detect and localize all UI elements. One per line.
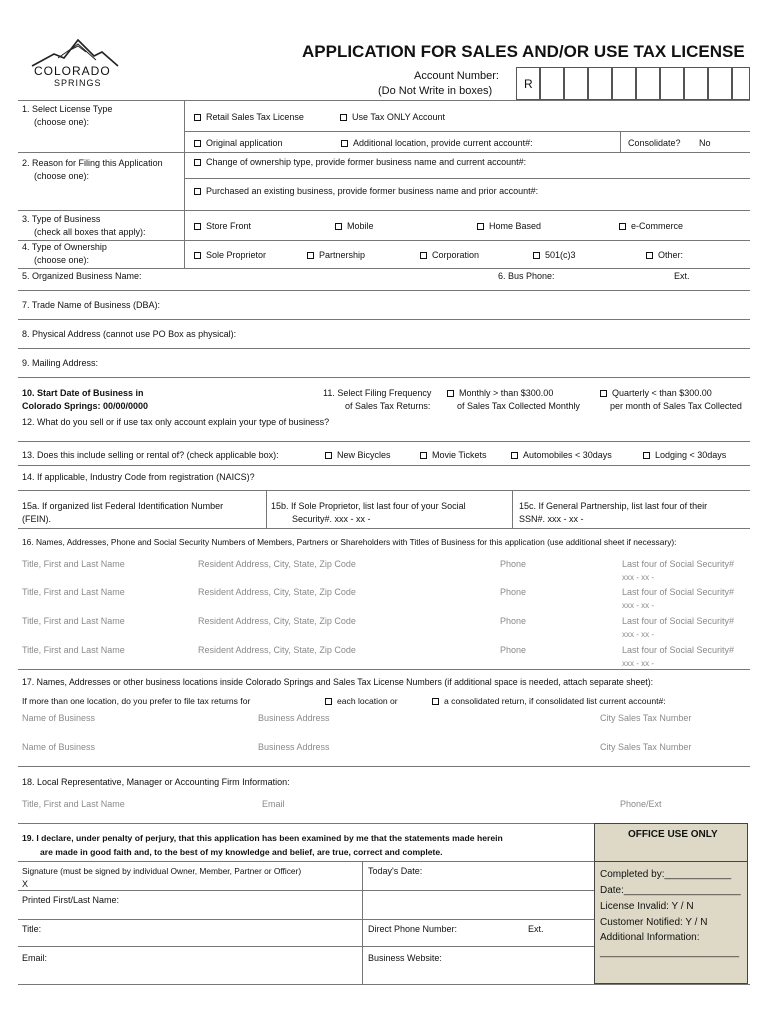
s4-option-sole-proprietor[interactable]: Sole Proprietor <box>194 250 266 260</box>
s1-option-use-tax[interactable]: Use Tax ONLY Account <box>340 112 445 122</box>
member-ssn-mask: xxx - xx - <box>622 659 654 668</box>
divider <box>18 210 750 211</box>
direct-phone-label: Direct Phone Number: <box>368 924 458 934</box>
divider <box>18 290 750 291</box>
member-ssn-mask: xxx - xx - <box>622 573 654 582</box>
account-digit-box[interactable] <box>540 67 564 100</box>
divider <box>184 131 750 132</box>
s3-option-mobile[interactable]: Mobile <box>335 221 374 231</box>
divider <box>18 465 750 466</box>
account-digit-box[interactable] <box>732 67 750 100</box>
account-digit-box[interactable] <box>636 67 660 100</box>
logo-text-colorado: COLORADO <box>34 64 111 78</box>
s4-option-other[interactable]: Other: <box>646 250 683 260</box>
partnership-ssn-label: 15c. If General Partnership, list last four of their <box>519 501 708 511</box>
frequency-monthly-note: of Sales Tax Collected Monthly <box>457 401 580 411</box>
sole-proprietor-ssn-label: 15b. If Sole Proprietor, list last four of your Social <box>271 501 466 511</box>
divider <box>18 319 750 320</box>
partnership-ssn-mask: SSN#. xxx - xx - <box>519 514 584 524</box>
s13-option-movie-tickets[interactable]: Movie Tickets <box>420 450 487 460</box>
physical-address-label: 8. Physical Address (cannot use PO Box as physical): <box>22 329 237 339</box>
start-date-format: Colorado Springs: 00/00/0000 <box>22 401 149 411</box>
divider <box>18 946 594 947</box>
office-date: Date:_____________________ <box>600 885 741 896</box>
consolidate-value[interactable]: No <box>699 138 711 148</box>
checkbox[interactable] <box>643 452 650 459</box>
divider <box>18 919 594 920</box>
checkbox[interactable] <box>194 114 201 121</box>
checkbox[interactable] <box>477 223 484 230</box>
signature-x-mark[interactable]: X <box>22 879 29 889</box>
divider <box>18 152 750 153</box>
account-prefix: R <box>524 77 533 91</box>
divider <box>18 823 594 824</box>
office-additional-info: Additional Information: <box>600 932 700 943</box>
s3-sublabel: (check all boxes that apply): <box>34 227 146 237</box>
member-title-field[interactable]: Title, First and Last Name <box>22 616 125 626</box>
checkbox[interactable] <box>646 252 653 259</box>
s2-option-change-ownership[interactable]: Change of ownership type, provide former business name and current account#: <box>194 157 526 167</box>
s4-option-501c3[interactable]: 501(c)3 <box>533 250 576 260</box>
naics-label: 14. If applicable, Industry Code from registration (NAICS)? <box>22 472 255 482</box>
member-title-field[interactable]: Title, First and Last Name <box>22 645 125 655</box>
s1-option-retail[interactable]: Retail Sales Tax License <box>194 112 304 122</box>
divider <box>18 348 750 349</box>
account-digit-box[interactable] <box>564 67 588 100</box>
city-logo <box>22 36 132 92</box>
checkbox[interactable] <box>194 188 201 195</box>
divider <box>18 100 750 101</box>
printed-name-label: Printed First/Last Name: <box>22 895 120 905</box>
declaration-line-1: 19. I declare, under penalty of perjury, that this application has been examined by me that the statements made herein <box>22 833 503 843</box>
s13-option-lodging[interactable]: Lodging < 30days <box>643 450 726 460</box>
direct-phone-ext-label: Ext. <box>528 924 544 934</box>
checkbox[interactable] <box>341 140 348 147</box>
divider <box>18 861 594 862</box>
s2-option-additional[interactable]: Additional location, provide current account#: <box>341 138 533 148</box>
s17-option-each-location[interactable]: each location or <box>325 696 398 706</box>
office-completed-by: Completed by:____________ <box>600 869 732 880</box>
divider <box>184 178 750 179</box>
start-date-label: 10. Start Date of Business in <box>22 388 144 398</box>
member-title-field[interactable]: Title, First and Last Name <box>22 587 125 597</box>
s16-label: 16. Names, Addresses, Phone and Social Security Numbers of Members, Partners or Shareholders with Titles of Business for this application (use additional sheet if necessary): <box>22 537 677 547</box>
office-additional-info-line: _________________________ <box>600 947 740 958</box>
frequency-option-monthly[interactable]: Monthly > than $300.00 <box>447 388 553 398</box>
office-use-title: OFFICE USE ONLY <box>628 829 718 840</box>
member-ssn-field[interactable]: Last four of Social Security# <box>622 616 735 626</box>
title-label: Title: <box>22 924 42 934</box>
divider <box>362 861 363 984</box>
s1-label: 1. Select License Type <box>22 104 113 114</box>
checkbox[interactable] <box>325 698 332 705</box>
member-title-field[interactable]: Title, First and Last Name <box>22 559 125 569</box>
account-number-label: Account Number: <box>414 70 499 82</box>
member-ssn-field[interactable]: Last four of Social Security# <box>622 559 735 569</box>
checkbox[interactable] <box>194 140 201 147</box>
signature-label: Signature (must be signed by individual Owner, Member, Partner or Officer) <box>22 866 302 876</box>
s2-option-purchased[interactable]: Purchased an existing business, provide former business name and prior account#: <box>194 186 538 196</box>
divider <box>18 490 750 491</box>
todays-date-label: Today's Date: <box>368 866 423 876</box>
account-digit-box[interactable] <box>612 67 636 100</box>
checkbox[interactable] <box>335 223 342 230</box>
location-name-field[interactable]: Name of Business <box>22 713 96 723</box>
frequency-option-quarterly[interactable]: Quarterly < than $300.00 <box>600 388 712 398</box>
account-number-note: (Do Not Write in boxes) <box>378 85 493 97</box>
divider <box>18 377 750 378</box>
business-phone-label: 6. Bus Phone: <box>498 271 555 281</box>
location-address-field[interactable]: Business Address <box>258 713 330 723</box>
member-ssn-field[interactable]: Last four of Social Security# <box>622 645 735 655</box>
member-phone-field[interactable]: Phone <box>500 559 527 569</box>
location-address-field[interactable]: Business Address <box>258 742 330 752</box>
account-digit-box[interactable] <box>684 67 708 100</box>
s4-option-corporation[interactable]: Corporation <box>420 250 479 260</box>
logo-text-springs: SPRINGS <box>54 78 102 88</box>
member-address-field[interactable]: Resident Address, City, State, Zip Code <box>198 587 356 597</box>
checkbox[interactable] <box>447 390 454 397</box>
representative-email-field[interactable]: Email <box>262 799 285 809</box>
member-address-field[interactable]: Resident Address, City, State, Zip Code <box>198 645 356 655</box>
checkbox[interactable] <box>325 452 332 459</box>
s4-sublabel: (choose one): <box>34 255 90 265</box>
account-digit-box[interactable] <box>660 67 684 100</box>
checkbox[interactable] <box>600 390 607 397</box>
email-label: Email: <box>22 953 48 963</box>
divider <box>266 490 267 528</box>
fein-sublabel: (FEIN). <box>22 514 51 524</box>
checkbox[interactable] <box>307 252 314 259</box>
divider <box>18 528 750 529</box>
sole-proprietor-ssn-mask: Security#. xxx - xx - <box>292 514 371 524</box>
member-ssn-mask: xxx - xx - <box>622 601 654 610</box>
member-ssn-field[interactable]: Last four of Social Security# <box>622 587 735 597</box>
s18-label: 18. Local Representative, Manager or Accounting Firm Information: <box>22 777 290 787</box>
divider <box>18 268 750 269</box>
s3-label: 3. Type of Business <box>22 214 101 224</box>
mailing-address-label: 9. Mailing Address: <box>22 358 99 368</box>
divider <box>184 100 185 268</box>
account-digit-box[interactable] <box>708 67 732 100</box>
divider <box>595 861 747 862</box>
account-digit-box[interactable] <box>516 67 540 100</box>
checkbox[interactable] <box>432 698 439 705</box>
s17-label: 17. Names, Addresses or other business locations inside Colorado Springs and Sales Tax License Numbers (if additional space is needed, attach separate sheet): <box>22 677 654 687</box>
checkbox[interactable] <box>194 223 201 230</box>
divider <box>512 490 513 528</box>
s4-option-partnership[interactable]: Partnership <box>307 250 365 260</box>
business-website-label: Business Website: <box>368 953 442 963</box>
member-ssn-mask: xxx - xx - <box>622 630 654 639</box>
checkbox[interactable] <box>420 252 427 259</box>
s3-option-home-based[interactable]: Home Based <box>477 221 541 231</box>
s17-option-consolidated[interactable]: a consolidated return, if consolidated list current account#: <box>432 696 666 706</box>
divider <box>18 240 750 241</box>
s2-label: 2. Reason for Filing this Application <box>22 158 163 168</box>
divider <box>620 131 621 152</box>
member-address-field[interactable]: Resident Address, City, State, Zip Code <box>198 616 356 626</box>
member-phone-field[interactable]: Phone <box>500 645 527 655</box>
office-license-invalid: License Invalid: Y / N <box>600 901 694 912</box>
member-address-field[interactable]: Resident Address, City, State, Zip Code <box>198 559 356 569</box>
checkbox[interactable] <box>619 223 626 230</box>
representative-name-field[interactable]: Title, First and Last Name <box>22 799 125 809</box>
checkbox[interactable] <box>194 159 201 166</box>
checkbox[interactable] <box>340 114 347 121</box>
divider <box>18 766 750 767</box>
office-use-box <box>594 823 748 984</box>
representative-phone-field[interactable]: Phone/Ext <box>620 799 662 809</box>
checkbox[interactable] <box>194 252 201 259</box>
location-tax-number-field[interactable]: City Sales Tax Number <box>600 742 692 752</box>
page-title: APPLICATION FOR SALES AND/OR USE TAX LICENSE <box>302 42 745 61</box>
s3-option-ecommerce[interactable]: e-Commerce <box>619 221 683 231</box>
office-customer-notified: Customer Notified: Y / N <box>600 917 708 928</box>
divider <box>18 890 594 891</box>
checkbox[interactable] <box>533 252 540 259</box>
member-phone-field[interactable]: Phone <box>500 616 527 626</box>
divider <box>18 669 750 670</box>
s17-prefer-label: If more than one location, do you prefer to file tax returns for <box>22 696 251 706</box>
declaration-line-2: are made in good faith and, to the best of my knowledge and belief, are true, correct and complete. <box>40 847 443 857</box>
s1-sublabel: (choose one): <box>34 117 90 127</box>
location-name-field[interactable]: Name of Business <box>22 742 96 752</box>
member-phone-field[interactable]: Phone <box>500 587 527 597</box>
s4-label: 4. Type of Ownership <box>22 242 107 252</box>
filing-frequency-label: 11. Select Filing Frequency <box>323 388 432 398</box>
business-name-label: 5. Organized Business Name: <box>22 271 142 281</box>
s2-sublabel: (choose one): <box>34 171 90 181</box>
divider <box>18 441 750 442</box>
what-do-you-sell-label: 12. What do you sell or if use tax only account explain your type of business? <box>22 417 330 427</box>
dba-label: 7. Trade Name of Business (DBA): <box>22 300 161 310</box>
business-phone-ext-label: Ext. <box>674 271 690 281</box>
frequency-quarterly-note: per month of Sales Tax Collected <box>610 401 742 411</box>
s13-option-bicycles[interactable]: New Bicycles <box>325 450 391 460</box>
divider <box>18 984 750 985</box>
s13-label: 13. Does this include selling or rental of? (check applicable box): <box>22 450 279 460</box>
s3-option-store-front[interactable]: Store Front <box>194 221 251 231</box>
s2-option-original[interactable]: Original application <box>194 138 283 148</box>
s13-option-automobiles[interactable]: Automobiles < 30days <box>511 450 612 460</box>
filing-frequency-sublabel: of Sales Tax Returns: <box>345 401 431 411</box>
checkbox[interactable] <box>511 452 518 459</box>
account-digit-box[interactable] <box>588 67 612 100</box>
consolidate-label: Consolidate? <box>628 138 681 148</box>
fein-label: 15a. If organized list Federal Identification Number <box>22 501 224 511</box>
location-tax-number-field[interactable]: City Sales Tax Number <box>600 713 692 723</box>
checkbox[interactable] <box>420 452 427 459</box>
